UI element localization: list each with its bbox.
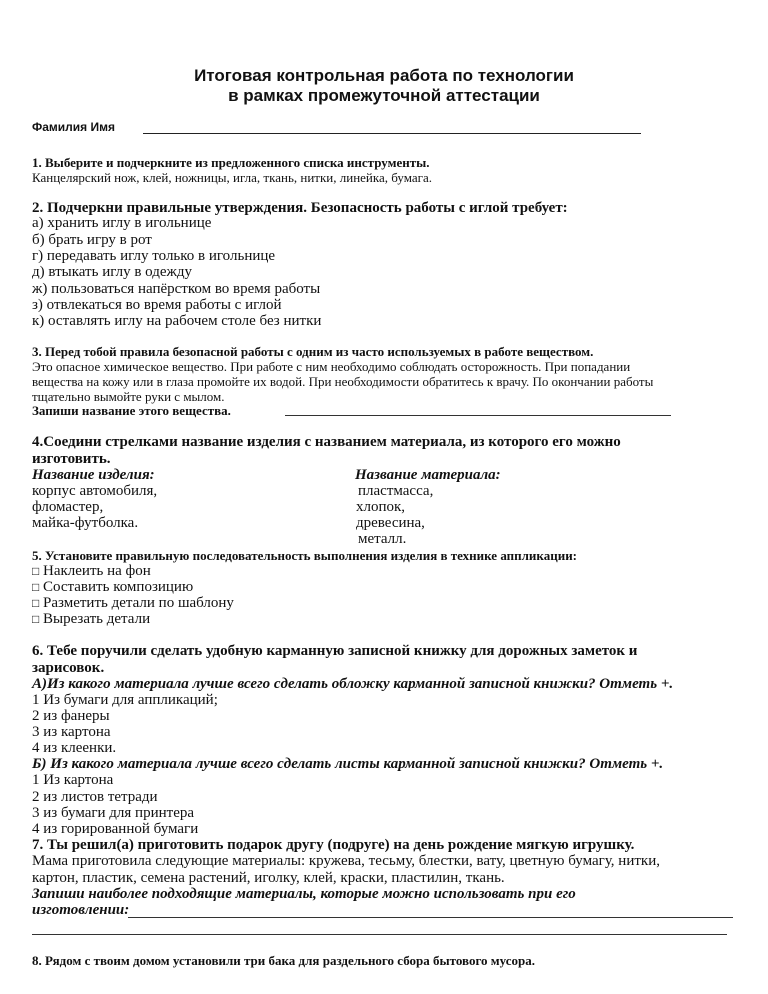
q6a-option: 4 из клеенки. [32,740,117,756]
q7-text-line: Мама приготовила следующие материалы: кружева, тесьму, блестки, вату, цветную бумагу, нитки, [32,853,660,869]
checkbox-icon[interactable]: □ [32,564,40,578]
q3-text-line: вещества на кожу или в глаза промойте их водой. При необходимости обратитесь к врачу. По окончании работы [32,374,654,389]
q5-heading: 5. Установите правильную последовательность выполнения изделия в технике аппликации: [32,548,578,563]
q6b-option: 1 Из картона [32,772,114,788]
q4-product: фломастер, [32,499,104,515]
q4-product: корпус автомобиля, [32,483,158,499]
q1-heading: 1. Выберите и подчеркните из предложенного списка инструменты. [32,155,430,170]
q7-heading: 7. Ты решил(а) приготовить подарок другу (подруге) на день рождение мягкую игрушку. [32,837,635,853]
q4-heading-line2: изготовить. [32,451,111,467]
q6a-option: 1 Из бумаги для аппликаций; [32,692,218,708]
q2-option: б) брать игру в рот [32,232,152,248]
q7-answer-line[interactable] [32,934,727,935]
document-title-line2: в рамках промежуточной аттестации [228,86,540,105]
q6b-option: 4 из горированной бумаги [32,821,199,837]
q4-material: древесина, [356,515,425,531]
q5-step [32,579,193,596]
q3-answer-label: Запиши название этого вещества. [32,403,231,418]
q3-text-line: тщательно вымойте руки с мылом. [32,389,225,404]
q6a-question: А)Из какого материала лучше всего сделать обложку карманной записной книжки? Отметь +. [32,676,674,692]
q1-text: Канцелярский нож, клей, ножницы, игла, ткань, нитки, линейка, бумага. [32,170,432,185]
q2-option: з) отвлекаться во время работы с иглой [32,297,282,313]
q4-materials-label: Название материала: [355,467,501,483]
q6-heading-line2: зарисовок. [32,660,105,676]
q5-step-label: Составить композицию [43,579,194,595]
q7-instruction-line1: Запиши наиболее подходящие материалы, которые можно использовать при его [32,886,576,902]
q2-option: а) хранить иглу в игольнице [32,215,212,231]
q6b-question: Б) Из какого материала лучше всего сделать листы карманной записной книжки? Отметь +. [32,756,664,772]
name-answer-line[interactable] [143,133,641,134]
q6a-option: 2 из фанеры [32,708,110,724]
q2-option: г) передавать иглу только в игольнице [32,248,276,264]
q7-text-line: картон, пластик, семена растений, иголку, клей, краски, пластилин, ткань. [32,870,505,886]
q5-step-label: Наклеить на фон [43,563,151,579]
q5-step [32,563,151,580]
checkbox-icon[interactable]: □ [32,612,40,626]
q5-step [32,595,234,612]
q2-option: ж) пользоваться напёрстком во время работы [32,281,321,297]
q4-products-label: Название изделия: [32,467,155,483]
q2-option: к) оставлять иглу на рабочем столе без нитки [32,313,322,329]
q5-step-label: Разметить детали по шаблону [43,595,234,611]
checkbox-icon[interactable]: □ [32,596,40,610]
q6a-option: 3 из картона [32,724,111,740]
q7-answer-line[interactable] [128,917,733,918]
q4-material: металл. [358,531,407,547]
q4-material: пластмасса, [358,483,434,499]
q2-heading: 2. Подчеркни правильные утверждения. Безопасность работы с иглой требует: [32,200,568,216]
q2-option: д) втыкать иглу в одежду [32,264,193,280]
q7-instruction-line2: изготовлении: [32,902,130,918]
document-title-line1: Итоговая контрольная работа по технологии [194,66,574,85]
q4-product: майка-футболка. [32,515,139,531]
q3-answer-line[interactable] [285,415,671,416]
name-label: Фамилия Имя [32,120,116,134]
q3-heading: 3. Перед тобой правила безопасной работы с одним из часто используемых в работе веществом. [32,344,594,359]
q6b-option: 3 из бумаги для принтера [32,805,195,821]
q5-step-label: Вырезать детали [43,611,151,627]
q4-material: хлопок, [356,499,406,515]
checkbox-icon[interactable]: □ [32,580,40,594]
q6-heading-line1: 6. Тебе поручили сделать удобную карманную записной книжку для дорожных заметок и [32,643,638,659]
q5-step [32,611,150,628]
q4-heading-line1: 4.Соедини стрелками название изделия с названием материала, из которого его можно [32,434,621,450]
q8-heading: 8. Рядом с твоим домом установили три бака для раздельного сбора бытового мусора. [32,953,536,968]
q6b-option: 2 из листов тетради [32,789,158,805]
q3-text-line: Это опасное химическое вещество. При работе с ним необходимо соблюдать осторожность. При попадании [32,359,631,374]
